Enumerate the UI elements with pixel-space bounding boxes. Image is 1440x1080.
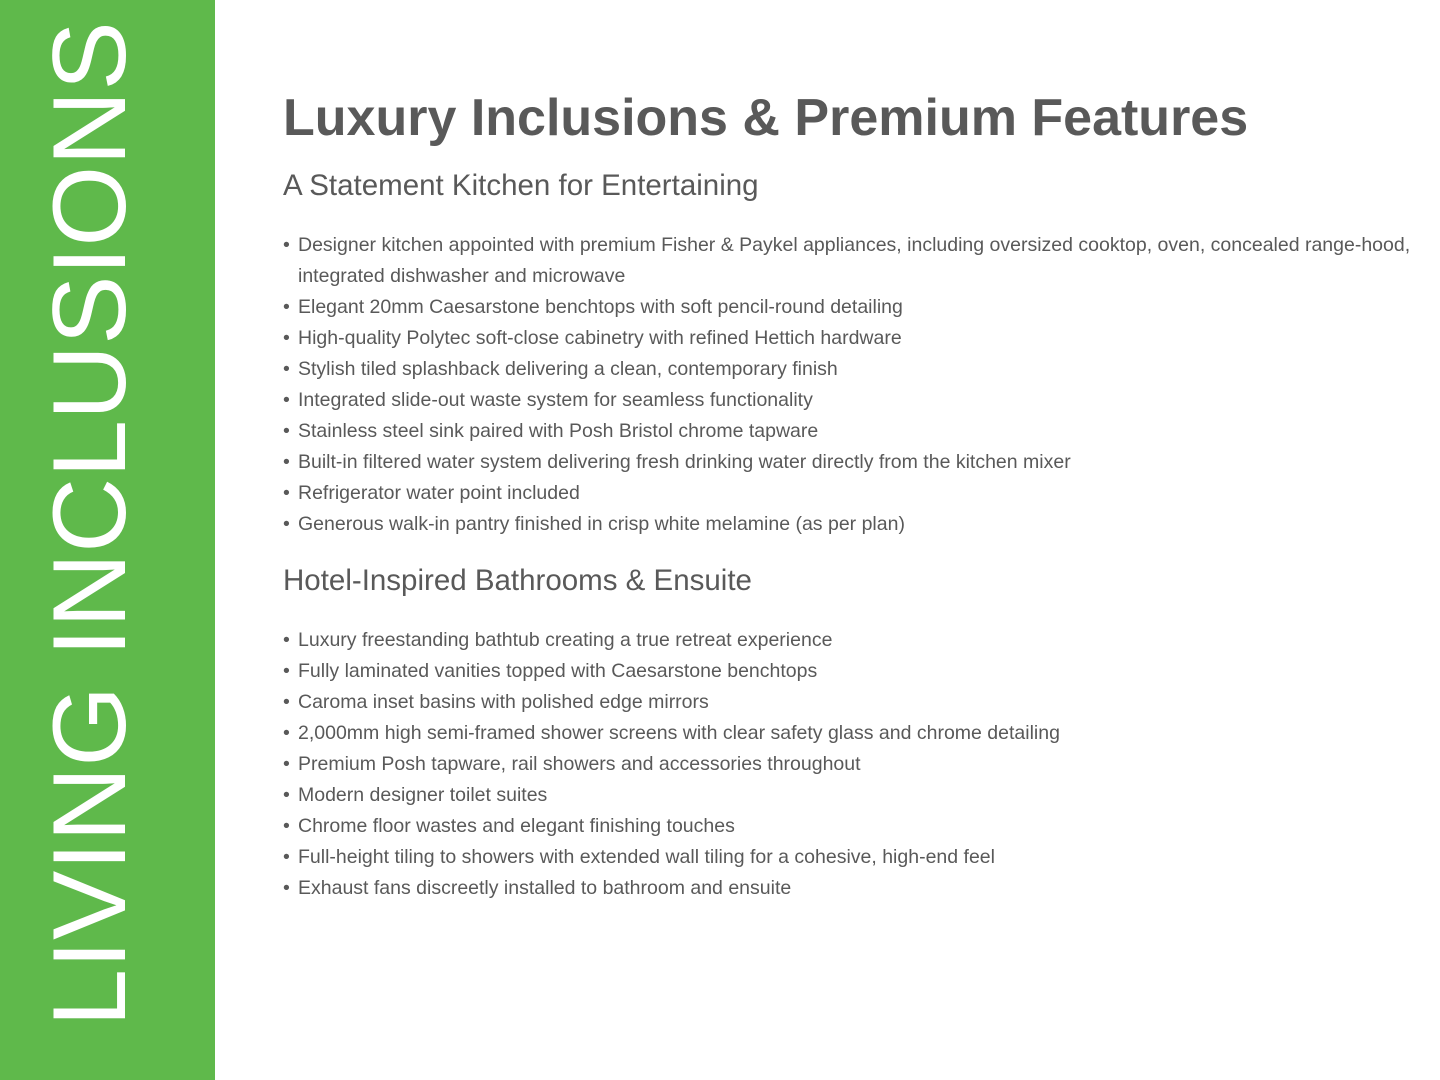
list-item: • Luxury freestanding bathtub creating a true retreat experience (283, 629, 833, 651)
list-item: • Elegant 20mm Caesarstone benchtops with soft pencil-round detailing (283, 296, 903, 318)
list-item: • 2,000mm high semi-framed shower screens with clear safety glass and chrome detailing (283, 722, 1060, 744)
list-item: • Integrated slide-out waste system for seamless functionality (283, 389, 813, 411)
kitchen-heading: A Statement Kitchen for Entertaining (283, 169, 759, 202)
sidebar-band (0, 0, 215, 1080)
list-item: • Modern designer toilet suites (283, 784, 548, 806)
list-item: • Fully laminated vanities topped with Caesarstone benchtops (283, 660, 818, 682)
list-item: • Designer kitchen appointed with premium Fisher & Paykel appliances, including oversized cooktop, oven, concealed range-hood, integrated dishwasher and microwave (283, 234, 1411, 287)
list-item: • Refrigerator water point included (283, 482, 580, 504)
list-item: • Chrome floor wastes and elegant finishing touches (283, 815, 735, 837)
sidebar-label: LIVING INCLUSIONS (32, 21, 148, 1027)
list-item: • Premium Posh tapware, rail showers and accessories throughout (283, 753, 861, 775)
page-title: Luxury Inclusions & Premium Features (283, 89, 1249, 147)
bathroom-list (283, 625, 1433, 904)
list-item: • Stylish tiled splashback delivering a clean, contemporary finish (283, 358, 838, 380)
list-item: • Stainless steel sink paired with Posh Bristol chrome tapware (283, 420, 819, 442)
kitchen-list (283, 230, 1433, 540)
list-item: • High-quality Polytec soft-close cabinetry with refined Hettich hardware (283, 327, 902, 349)
list-item: • Caroma inset basins with polished edge mirrors (283, 691, 709, 713)
bathroom-heading: Hotel-Inspired Bathrooms & Ensuite (283, 564, 752, 597)
list-item: • Full-height tiling to showers with extended wall tiling for a cohesive, high-end feel (283, 846, 995, 868)
list-item: • Exhaust fans discreetly installed to bathroom and ensuite (283, 877, 792, 899)
list-item: • Built-in filtered water system delivering fresh drinking water directly from the kitchen mixer (283, 451, 1071, 473)
list-item: • Generous walk-in pantry finished in crisp white melamine (as per plan) (283, 513, 905, 535)
